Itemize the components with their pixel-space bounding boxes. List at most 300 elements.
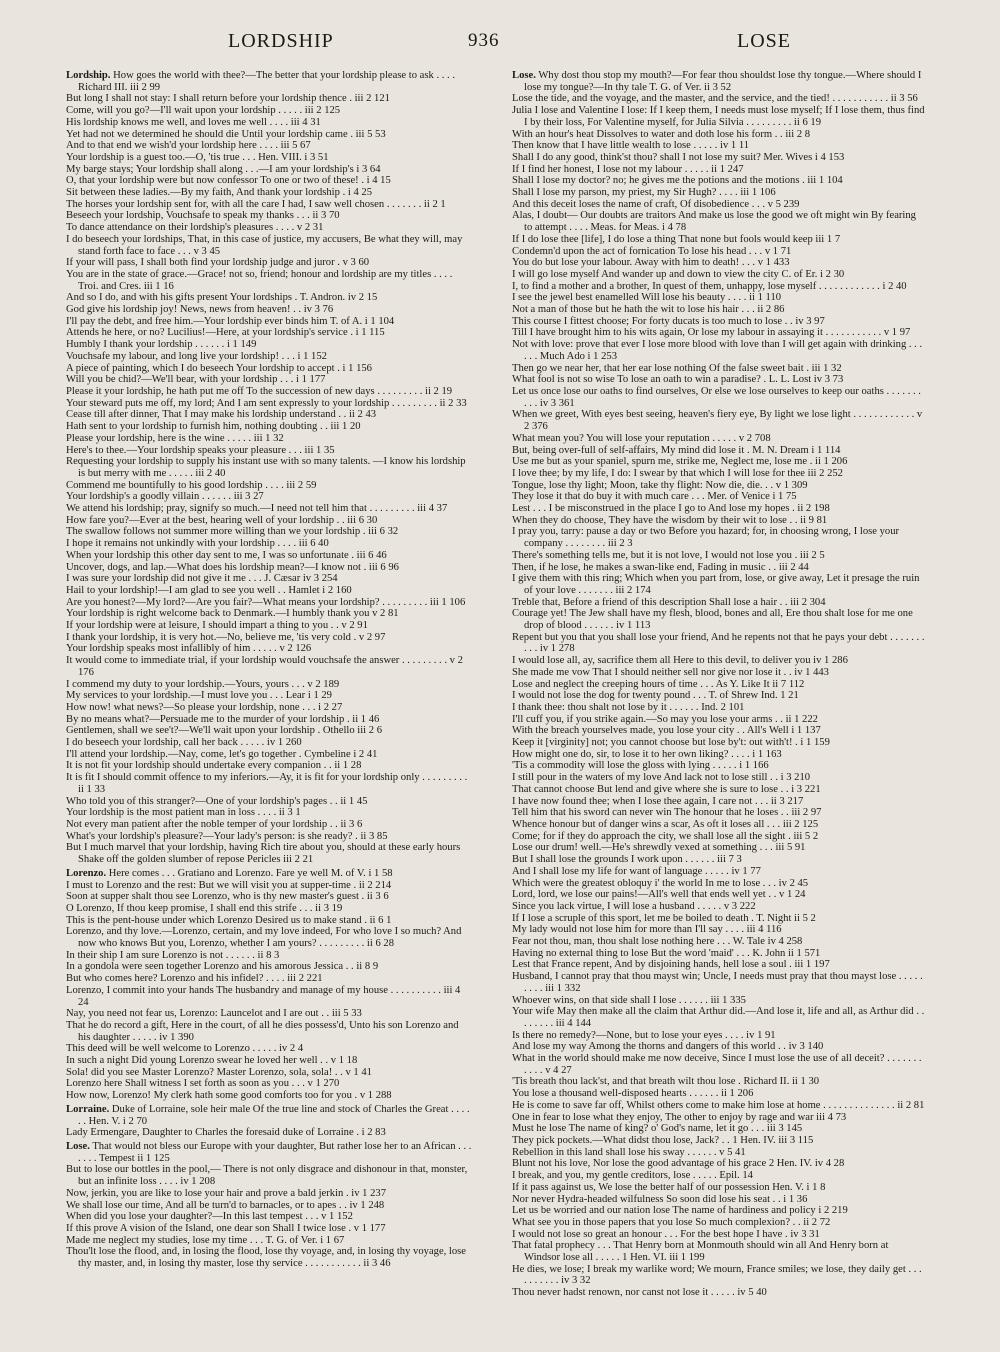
concordance-entry: [66, 679, 506, 691]
entry-text: My lady would not lose him for more than I'll say . . . . iii 4 116: [512, 924, 782, 936]
concordance-entry: [66, 702, 506, 714]
entry-text: If your lordship were at leisure, I should impart a thing to you . . v 2 91: [66, 620, 368, 632]
concordance-entry: [512, 456, 960, 468]
entry-text: Shall I lose my parson, my priest, my Sir Hugh? . . . . iii 1 106: [512, 187, 776, 199]
concordance-entry: [512, 655, 960, 667]
concordance-entry: [512, 1135, 960, 1147]
concordance-entry: [66, 140, 506, 152]
entry-text: But, being over-full of self-affairs, My mind did lose it . M. N. Dream i 1 114: [512, 444, 841, 456]
entry-text: That he do record a gift, Here in the court, of all he dies possess'd, Unto his son Lorenzo and his daughter . . . . . iv 1 390: [66, 1019, 459, 1043]
concordance-entry: [66, 749, 506, 761]
concordance-entry: [512, 866, 960, 878]
entry-text: Shall I do any good, think'st thou? shall I not lose my suit? Mer. Wives i 4 153: [512, 151, 845, 163]
concordance-entry: [66, 339, 506, 351]
entry-text: A piece of painting, which I do beseech Your lordship to accept . i 1 156: [66, 362, 372, 374]
entry-text: Will you be chid?—We'll bear, with your lordship . . . i 1 177: [66, 374, 326, 386]
entry-text: But I much marvel that your lordship, having Rich tire about you, should at these early hours Shake off the golden slumber of repose Pericles iii 2 21: [66, 842, 461, 866]
entry-text: Are you honest?—My lord?—Are you fair?—What means your lordship? . . . . . . . . . iii 1 106: [66, 596, 466, 608]
concordance-entry: [66, 915, 506, 927]
concordance-entry: [512, 468, 960, 480]
entry-text: It is not fit your lordship should undertake every companion . . ii 1 28: [66, 760, 362, 772]
entry-text: Lose the tide, and the voyage, and the master, and the service, and the tied! . . . . . . . . . . . ii 3 56: [512, 93, 918, 105]
entry-text: What in the world should make me now deceive, Since I must lose the use of all deceit? . . . . . . . . . . . v 4 27: [512, 1053, 922, 1076]
entry-text: With the breach yourselves made, you lose your city . . All's Well i 1 137: [512, 725, 821, 737]
concordance-entry: [66, 961, 506, 973]
concordance-entry: [66, 152, 506, 164]
concordance-entry: [66, 1200, 506, 1212]
entry-text: Rebellion in this land shall lose his sway . . . . . . v 5 41: [512, 1146, 746, 1158]
entry-text: The swallow follows not summer more willing than we your lordship . iii 6 32: [66, 526, 399, 538]
entry-text: That cannot choose But lend and give where she is sure to lose . . i 3 221: [512, 783, 821, 795]
concordance-entry: [66, 1008, 506, 1020]
concordance-entry: [66, 796, 506, 808]
concordance-entry: [66, 891, 506, 903]
concordance-entry: [512, 1158, 960, 1170]
entry-text: That would not bless our Europe with your daughter, But rather lose her to an African . . . . . . . Tempest ii 1 125: [78, 1140, 472, 1164]
entry-headword: Lose.: [66, 1140, 90, 1152]
concordance-entry: [66, 1104, 506, 1127]
entry-text: Sola! did you see Master Lorenzo? Master Lorenzo, sola, sola! . . v 1 41: [66, 1066, 372, 1078]
entry-text: Yet had not we determined he should die Until your lordship came . iii 5 53: [66, 128, 386, 140]
entry-text: Till I have brought him to his wits again, Or lose my labour in assaying it . . . . . . . . . . . v 1 97: [512, 327, 911, 339]
concordance-entry: [512, 316, 960, 328]
entry-text: Keep it [virginity] not; you cannot choose but lose by't: out with't! . i 1 159: [512, 737, 830, 749]
entry-text: His lordship knows me well, and loves me well . . . . iii 4 31: [66, 116, 321, 128]
entry-text: If this prove A vision of the Island, one dear son Shall I twice lose . v 1 177: [66, 1222, 386, 1234]
entry-text: Not a man of those but he hath the wit to lose his hair . . . ii 2 86: [512, 304, 785, 316]
concordance-entry: [512, 386, 960, 409]
entry-text: It is fit I should commit offence to my inferiors.—Ay, it is fit for your lordship only . . . . . . . . . ii 1 33: [66, 772, 468, 795]
entry-text: I see the jewel best enamelled Will lose his beauty . . . . ii 1 110: [512, 292, 782, 304]
concordance-entry: [512, 1287, 960, 1299]
entry-text: I still pour in the waters of my love And lack not to lose still . . i 3 210: [512, 772, 811, 784]
entry-text: Lorenzo here Shall witness I set forth as soon as you . . . v 1 270: [66, 1078, 340, 1090]
entry-text: Cease till after dinner, That I may make his lordship understand . . ii 2 43: [66, 409, 377, 421]
concordance-entry: [512, 854, 960, 866]
concordance-entry: [512, 526, 960, 549]
left-column: [66, 70, 506, 1332]
entry-text: How goes the world with thee?—The better that your lordship please to ask . . . . Richard III. iii 2 99: [78, 70, 455, 93]
entry-text: Duke of Lorraine, sole heir male Of the true line and stock of Charles the Great . . . . . . Hen. V. i 2 70: [78, 1103, 470, 1127]
entry-headword: Lorenzo.: [66, 867, 107, 879]
concordance-entry: [512, 796, 960, 808]
concordance-entry: [512, 1147, 960, 1159]
concordance-entry: [512, 760, 960, 772]
entry-text: This course I fittest choose; For forty ducats is too much to lose . . iv 3 97: [512, 315, 825, 327]
entry-text: Must he lose The name of king? o' God's name, let it go . . . iii 3 145: [512, 1123, 803, 1135]
concordance-entry: [512, 515, 960, 527]
entry-text: Let us once lose our oaths to find ourselves, Or else we lose ourselves to keep our oaths . . . . . . . . . . iv 3 361: [512, 385, 921, 409]
entry-text: The horses your lordship sent for, with all the care I had, I saw well chosen . . . . . . . ii 2 1: [66, 198, 446, 210]
entry-text: They pick pockets.—What didst thou lose, Jack? . . 1 Hen. IV. iii 3 115: [512, 1134, 814, 1146]
entry-text: Then know that I have little wealth to lose . . . . . iv 1 11: [512, 140, 750, 152]
entry-text: If I lose a scruple of this sport, let me be boiled to death . T. Night ii 5 2: [512, 912, 816, 924]
entry-text: Your wife May then make all the claim that Arthur did.—And lose it, life and all, as Arthur did . . . . . . . . iii 4 144: [512, 1006, 925, 1029]
entry-text: Thou'lt lose the flood, and, in losing the flood, lose thy voyage, and, in losing thy voyage, lose thy master, and, in losing thy master, lose thy service . . . . . . . . . . . ii 3 46: [66, 1246, 467, 1270]
entry-text: To dance attendance on their lordship's pleasures . . . . v 2 31: [66, 222, 324, 234]
entry-text: If your will pass, I shall both find your lordship judge and juror . v 3 60: [66, 257, 370, 269]
entry-text: You do but lose your labour. Away with him to death! . . . v 1 433: [512, 257, 790, 269]
concordance-entry: [66, 620, 506, 632]
concordance-entry: [66, 585, 506, 597]
entry-text: Whoever wins, on that side shall I lose . . . . . . iii 1 335: [512, 994, 746, 1006]
concordance-entry: [66, 480, 506, 492]
entry-text: Lorenzo, I commit into your hands The husbandry and manage of my house . . . . . . . . . . iii 4 24: [66, 984, 461, 1008]
concordance-entry: [66, 1078, 506, 1090]
concordance-entry: [512, 913, 960, 925]
entry-text: Come, will you go?—I'll wait upon your lordship . . . . . iii 2 125: [66, 105, 341, 117]
concordance-entry: [66, 973, 506, 985]
concordance-entry: [512, 491, 960, 503]
entry-text: There's something tells me, but it is not love, I would not lose you . iii 2 5: [512, 549, 825, 561]
entry-text: Having no external thing to lose But the word 'maid' . . . K. John ii 1 571: [512, 947, 821, 959]
entry-headword: Lose.: [512, 70, 536, 81]
entry-text: Now, jerkin, you are like to lose your hair and prove a bald jerkin . iv 1 237: [66, 1187, 386, 1199]
concordance-entry: [66, 386, 506, 398]
entry-text: Who told you of this stranger?—One of your lordship's pages . . ii 1 45: [66, 795, 368, 807]
entry-text: I commend my duty to your lordship.—Yours, yours . . . v 2 189: [66, 678, 340, 690]
entry-text: Then go we near her, that her ear lose nothing Of the false sweet bait . iii 1 32: [512, 362, 842, 374]
entry-text: But who comes here? Lorenzo and his infidel? . . . . iii 2 221: [66, 973, 323, 985]
concordance-entry: [512, 959, 960, 971]
concordance-entry: [66, 880, 506, 892]
concordance-entry: [66, 807, 506, 819]
concordance-entry: [66, 503, 506, 515]
concordance-entry: [512, 234, 960, 246]
concordance-entry: [66, 1055, 506, 1067]
concordance-entry: [66, 737, 506, 749]
entry-text: I would not lose so great an honour . . . For the best hope I have . iv 3 31: [512, 1228, 820, 1240]
entry-text: If I find her honest, I lose not my labour . . . . . ii 1 247: [512, 163, 744, 175]
concordance-entry: [66, 643, 506, 655]
entry-text: And to that end we wish'd your lordship here . . . . iii 5 67: [66, 140, 311, 152]
entry-text: I thank thee: thou shalt not lose by it . . . . . . Ind. 2 101: [512, 701, 745, 713]
concordance-entry: [66, 445, 506, 457]
page-number: 936: [468, 30, 500, 51]
entry-text: Uncover, dogs, and lap.—What does his lordship mean?—I know not . iii 6 96: [66, 561, 399, 573]
entry-text: I do beseech your lordships, That, in this case of justice, my accusers, Be what they will, may stand forth face to face . . . v 3 45: [66, 233, 463, 257]
entry-text: When your lordship this other day sent to me, I was so unfortunate . iii 6 46: [66, 549, 387, 561]
entry-text: Lest that France repent, And by disjoining hands, hell lose a soul . iii 1 197: [512, 959, 830, 971]
concordance-entry: [512, 70, 960, 93]
concordance-entry: [512, 667, 960, 679]
entry-text: Not with love: prove that ever I lose more blood with love than I will get again with drinking . . . . . . Much Ado i 1 253: [512, 339, 923, 362]
concordance-entry: [66, 515, 506, 527]
concordance-entry: [66, 831, 506, 843]
concordance-entry: [512, 562, 960, 574]
entry-text: Here's to thee.—Your lordship speaks your pleasure . . . iii 1 35: [66, 444, 335, 456]
concordance-entry: [66, 1020, 506, 1043]
entry-text: Repent but you that you shall lose your friend, And he repents not that he pays your debt . . . . . . . . . . iv 1 278: [512, 631, 925, 655]
entry-text: You are in the state of grace.—Grace! not so, friend; honour and lordship are my titles . . . . Troi. and Cres. iii 1 16: [66, 268, 453, 292]
entry-text: Condemn'd upon the act of fornication To lose his head . . . v 1 71: [512, 245, 792, 257]
concordance-entry: [512, 1123, 960, 1135]
concordance-entry: [66, 926, 506, 949]
concordance-entry: [66, 868, 506, 880]
concordance-entry: [512, 995, 960, 1007]
entry-text: And I shall lose my life for want of language . . . . . iv 1 77: [512, 865, 761, 877]
concordance-entry: [512, 901, 960, 913]
entry-text: Requesting your lordship to supply his instant use with so many talents. —I know his lordship is but merry with me . . . . . iii 2 40: [66, 456, 466, 479]
right-column: [512, 70, 960, 1332]
entry-text: Blunt not his love, Nor lose the good advantage of his grace 2 Hen. IV. iv 4 28: [512, 1158, 845, 1170]
entry-text: I break, and you, my gentle creditors, lose . . . . . Epil. 14: [512, 1170, 753, 1182]
entry-text: Your lordship is right welcome back to Denmark.—I humbly thank you v 2 81: [66, 608, 399, 620]
entry-text: Why dost thou stop my mouth?—For fear thou shouldst lose thy tongue.—Where should I lose my tongue?—In thy tale T. G. of Ver. ii 3 52: [524, 70, 922, 93]
concordance-entry: [66, 70, 506, 93]
concordance-entry: [512, 889, 960, 901]
concordance-entry: [66, 526, 506, 538]
concordance-entry: [512, 1240, 960, 1263]
entry-text: I love thee; by my life, I do: I swear by that which I will lose for thee iii 2 252: [512, 467, 843, 479]
entry-text: In a gondola were seen together Lorenzo and his amorous Jessica . . ii 8 9: [66, 961, 379, 973]
entry-text: Your lordship is a guest too.—O, 'tis true . . . Hen. VIII. i 3 51: [66, 151, 329, 163]
concordance-entry: [512, 292, 960, 304]
right-headword: LOSE: [737, 30, 791, 52]
entry-text: Tongue, lose thy light; Moon, take thy flight: Now die, die. . . v 1 309: [512, 479, 808, 491]
entry-text: Not every man patient after the noble temper of your lordship . . ii 3 6: [66, 819, 363, 830]
entry-text: I have now found thee; when I lose thee again, I care not . . . ii 3 217: [512, 795, 804, 807]
concordance-entry: [66, 1223, 506, 1235]
entry-text: One in fear to lose what they enjoy, The other to enjoy by rage and war iii 4 73: [512, 1111, 847, 1123]
concordance-entry: [66, 421, 506, 433]
concordance-entry: [512, 1006, 960, 1029]
concordance-entry: [66, 1211, 506, 1223]
concordance-entry: [66, 1188, 506, 1200]
entry-text: We shall lose our time, And all be turn'd to barnacles, or to apes . . iv 1 248: [66, 1199, 385, 1211]
entry-text: That fatal prophecy . . . That Henry born at Monmouth should win all And Henry born at Windsor lose all . . . . . 1 Hen. VI. iii 1 199: [512, 1240, 889, 1264]
concordance-entry: [512, 1088, 960, 1100]
entry-text: Your lordship speaks most infallibly of him . . . . . v 2 126: [66, 643, 312, 655]
concordance-entry: [66, 690, 506, 702]
concordance-entry: [512, 374, 960, 386]
concordance-entry: [512, 1112, 960, 1124]
concordance-entry: [66, 903, 506, 915]
concordance-entry: [66, 491, 506, 503]
entry-text: When did you lose your daughter?—In this last tempest . . . v 1 152: [66, 1211, 353, 1223]
entry-text: Humbly I thank your lordship . . . . . . i 1 149: [66, 339, 257, 351]
concordance-entry: [512, 1217, 960, 1229]
concordance-entry: [512, 936, 960, 948]
concordance-entry: [512, 480, 960, 492]
concordance-entry: [512, 105, 960, 128]
concordance-entry: [512, 140, 960, 152]
entry-text: 'Tis a commodity will lose the gloss with lying . . . . . i 1 166: [512, 760, 769, 772]
concordance-entry: [66, 608, 506, 620]
concordance-entry: [512, 304, 960, 316]
entry-text: O Lorenzo, If thou keep promise, I shall end this strife . . . ii 3 19: [66, 902, 343, 914]
concordance-entry: [512, 93, 960, 105]
entry-text: Sit between these ladies.—By my faith, And thank your lordship . i 4 25: [66, 187, 373, 199]
entry-text: Beseech your lordship, Vouchsafe to speak my thanks . . . ii 3 70: [66, 210, 340, 222]
entry-text: Vouchsafe my labour, and long live your lordship! . . . i 1 152: [66, 350, 327, 362]
entry-text: I will go lose myself And wander up and down to view the city C. of Er. i 2 30: [512, 268, 845, 280]
entry-text: It would come to immediate trial, if your lordship would vouchsafe the answer . . . . . . . . . v 2 176: [66, 655, 463, 678]
concordance-entry: [512, 339, 960, 362]
entry-text: And so I do, and with his gifts present Your lordships . T. Andron. iv 2 15: [66, 292, 378, 304]
concordance-entry: [66, 199, 506, 211]
concordance-entry: [512, 1229, 960, 1241]
entry-text: Attends he here, or no? Lucilius!—Here, at your lordship's service . i 1 115: [66, 327, 385, 339]
concordance-entry: [66, 433, 506, 445]
concordance-entry: [512, 129, 960, 141]
entry-text: But I shall lose the grounds I work upon . . . . . . iii 7 3: [512, 854, 742, 866]
concordance-entry: [512, 164, 960, 176]
concordance-entry: [512, 503, 960, 515]
entry-text: I do beseech your lordship, call her back . . . . . iv 1 260: [66, 737, 302, 749]
concordance-entry: [512, 679, 960, 691]
entry-text: Courage yet! The Jew shall have my flesh, blood, bones and all, Ere thou shalt lose for me one drop of blood . . . . . . iv 1 113: [512, 608, 913, 632]
concordance-entry: [512, 269, 960, 281]
entry-text: What mean you? You will lose your reputation . . . . . v 2 708: [512, 432, 771, 444]
concordance-entry: [512, 608, 960, 631]
concordance-entry: [66, 164, 506, 176]
concordance-entry: [512, 772, 960, 784]
concordance-entry: [512, 807, 960, 819]
entry-text: This deed will be well welcome to Lorenzo . . . . . iv 2 4: [66, 1043, 304, 1055]
concordance-entry: [66, 819, 506, 831]
entry-text: I'll pay the debt, and free him.—Your lordship ever binds him T. of A. i 1 104: [66, 315, 395, 327]
entry-text: I would not lose the dog for twenty pound . . . T. of Shrew Ind. 1 21: [512, 690, 799, 702]
entry-text: Lord, lord, we lose our pains!—All's well that ends well yet . . v 1 24: [512, 889, 806, 901]
entry-text: 'Tis breath thou lack'st, and that breath wilt thou lose . Richard II. ii 1 30: [512, 1076, 820, 1088]
entry-text: Made me neglect my studies, lose my time . . . T. G. of Ver. i 1 67: [66, 1234, 345, 1246]
entry-text: Hath sent to your lordship to furnish him, nothing doubting . . iii 1 20: [66, 421, 361, 433]
concordance-entry: [512, 1100, 960, 1112]
concordance-entry: [512, 1170, 960, 1182]
concordance-entry: [512, 1264, 960, 1287]
entry-text: How might one do, sir, to lose it to her own liking? . . . . i 1 163: [512, 748, 782, 760]
concordance-entry: [512, 1194, 960, 1206]
entry-text: What's your lordship's pleasure?—Your lady's person: is she ready? . ii 3 85: [66, 830, 388, 842]
entry-text: Please it your lordship, he hath put me off To the succession of new days . . . . . . . . . ii 2 19: [66, 385, 453, 397]
concordance-entry: [66, 1067, 506, 1079]
concordance-entry: [66, 93, 506, 105]
concordance-entry: [512, 725, 960, 737]
entry-text: Since you lack virtue, I will lose a husband . . . . . v 3 222: [512, 900, 756, 912]
entry-text: Lose and neglect the creeping hours of time . . . As Y. Like It ii 7 112: [512, 678, 805, 690]
concordance-entry: [512, 409, 960, 432]
concordance-entry: [512, 632, 960, 655]
concordance-entry: [512, 152, 960, 164]
entry-text: And this deceit loses the name of craft, Of disobedience . . . v 5 239: [512, 198, 800, 210]
entry-text: I thank your lordship, it is very hot.—No, believe me, 'tis very cold . v 2 97: [66, 631, 386, 643]
entry-text: He is come to save far off, Whilst others come to make him lose at home . . . . . . . . . . . . . . ii 2 81: [512, 1099, 925, 1111]
entry-text: I'll attend your lordship.—Nay, come, let's go together . Cymbeline i 2 41: [66, 748, 378, 760]
concordance-entry: [512, 199, 960, 211]
entry-text: You lose a thousand well-disposed hearts . . . . . . ii 1 206: [512, 1088, 754, 1100]
concordance-entry: [512, 210, 960, 233]
concordance-entry: [66, 456, 506, 479]
entry-text: Lorenzo, and thy love.—Lorenzo, certain, and my love indeed, For who love I so much? And now who knows But you, Lorenzo, whether I am yours? . . . . . . . . . ii 6 28: [66, 926, 462, 950]
concordance-entry: [66, 316, 506, 328]
concordance-entry: [66, 550, 506, 562]
running-header: [0, 30, 1000, 64]
concordance-entry: [512, 246, 960, 258]
concordance-entry: [66, 714, 506, 726]
entry-text: O, that your lordship were but now confessor To one or two of these! . i 4 15: [66, 175, 391, 187]
entry-text: I, to find a mother and a brother, In quest of them, unhappy, lose myself . . . . . . . . . . . . i 2 40: [512, 280, 907, 292]
entry-text: My barge stays; Your lordship shall along . . .—I am your lordship's i 3 64: [66, 163, 381, 175]
entry-text: I'll cuff you, if you strike again.—So may you lose your arms . . ii 1 222: [512, 713, 818, 725]
entry-text: How now! what news?—So please your lordship, none . . . i 2 27: [66, 701, 343, 713]
concordance-entry: [512, 971, 960, 994]
concordance-entry: [66, 772, 506, 795]
entry-text: This is the pent-house under which Lorenzo Desired us to make stand . ii 6 1: [66, 914, 392, 926]
entry-text: Whence honour but of danger wins a scar, As oft it loses all . . . iii 2 125: [512, 819, 819, 830]
concordance-entry: [512, 1053, 960, 1076]
concordance-entry: [66, 573, 506, 585]
entry-text: Your steward puts me off, my lord; And I am sent expressly to your lordship . . . . . . . . . ii 2 33: [66, 397, 467, 409]
entry-text: But to lose our bottles in the pool,— There is not only disgrace and dishonour in that, monster, but an infinite loss . . . . iv 1 208: [66, 1164, 468, 1188]
concordance-entry: [512, 433, 960, 445]
concordance-entry: [66, 292, 506, 304]
concordance-entry: [512, 281, 960, 293]
entry-headword: Lorraine.: [66, 1103, 110, 1115]
concordance-entry: [512, 1041, 960, 1053]
entry-text: When we greet, With eyes best seeing, heaven's fiery eye, By light we lose light . . . . . . . . . . . . v 2 376: [512, 409, 923, 433]
entry-text: Lest . . . I be misconstrued in the place I go to And lose my hopes . ii 2 198: [512, 503, 830, 515]
entry-text: Which were the greatest obloquy i' the world In me to lose . . . iv 2 45: [512, 877, 809, 889]
concordance-entry: [66, 842, 506, 865]
entry-text: When they do choose, They have the wisdom by their wit to lose . . ii 9 81: [512, 514, 828, 526]
concordance-entry: [512, 924, 960, 936]
concordance-entry: [512, 550, 960, 562]
entry-text: Hail to your lordship!—I am glad to see you well . . Hamlet i 2 160: [66, 584, 352, 596]
concordance-entry: [66, 985, 506, 1008]
concordance-entry: [66, 1246, 506, 1269]
entry-text: Here comes . . . Gratiano and Lorenzo. Fare ye well M. of V. i 1 58: [108, 867, 393, 879]
entry-text: Let us be worried and our nation lose The name of hardiness and policy i 2 219: [512, 1205, 848, 1217]
entry-text: Husband, I cannot pray that thou mayst win; Uncle, I needs must pray that thou mayst lose . . . . . . . . . iii 1 332: [512, 971, 923, 994]
concordance-entry: [66, 562, 506, 574]
entry-text: What fool is not so wise To lose an oath to win a paradise? . L. L. Lost iv 3 73: [512, 374, 844, 386]
entry-text: Tell him that his sword can never win The honour that he loses . . iii 2 97: [512, 807, 822, 819]
concordance-entry: [66, 327, 506, 339]
entry-text: Thou never hadst renown, nor canst not lose it . . . . . iv 5 40: [512, 1287, 767, 1299]
entry-text: By no means what?—Persuade me to the murder of your lordship . ii 1 46: [66, 713, 380, 725]
concordance-entry: [66, 950, 506, 962]
concordance-entry: [512, 363, 960, 375]
concordance-entry: [512, 1076, 960, 1088]
entry-text: Lady Ermengare, Daughter to Charles the foresaid duke of Lorraine . i 2 83: [66, 1127, 386, 1139]
concordance-entry: [512, 1205, 960, 1217]
entry-text: Shall I lose my doctor? no; he gives me the potions and the motions . iii 1 104: [512, 175, 843, 187]
entry-text: I would lose all, ay, sacrifice them all Here to this devil, to deliver you iv 1 286: [512, 655, 848, 667]
entry-text: Commend me bountifully to his good lordship . . . . iii 2 59: [66, 479, 317, 491]
concordance-entry: [512, 714, 960, 726]
entry-text: In such a night Did young Lorenzo swear he loved her well . . v 1 18: [66, 1055, 358, 1067]
concordance-entry: [512, 327, 960, 339]
entry-text: Nay, you need not fear us, Lorenzo: Launcelot and I are out . . iii 5 33: [66, 1008, 362, 1020]
concordance-entry: [512, 690, 960, 702]
entry-text: What see you in those papers that you lose So much complexion? . . ii 2 72: [512, 1216, 831, 1228]
concordance-entry: [512, 702, 960, 714]
concordance-entry: [66, 1141, 506, 1164]
entry-text: Alas, I doubt— Our doubts are traitors And make us lose the good we oft might win By fearing to attempt . . . . Meas. for Meas. i 4 78: [512, 210, 916, 234]
entry-text: Then, if he lose, he makes a swan-like end, Fading in music . . iii 2 44: [512, 561, 809, 573]
concordance-entry: [66, 1235, 506, 1247]
entry-text: I hope it remains not unkindly with your lordship . . . . iii 6 40: [66, 538, 329, 550]
concordance-entry: [66, 210, 506, 222]
concordance-entry: [66, 129, 506, 141]
entry-text: Come; for if they do approach the city, we shall lose all the sight . iii 5 2: [512, 830, 819, 842]
entry-text: If it pass against us, We lose the better half of our possession Hen. V. i 1 8: [512, 1181, 826, 1193]
concordance-entry: [66, 632, 506, 644]
entry-text: He dies, we lose; I break my warlike word; We mourn, France smiles; we lose, they daily get . . . . . . . . . . iv 3 32: [512, 1263, 922, 1287]
concordance-entry: [66, 257, 506, 269]
concordance-entry: [512, 597, 960, 609]
